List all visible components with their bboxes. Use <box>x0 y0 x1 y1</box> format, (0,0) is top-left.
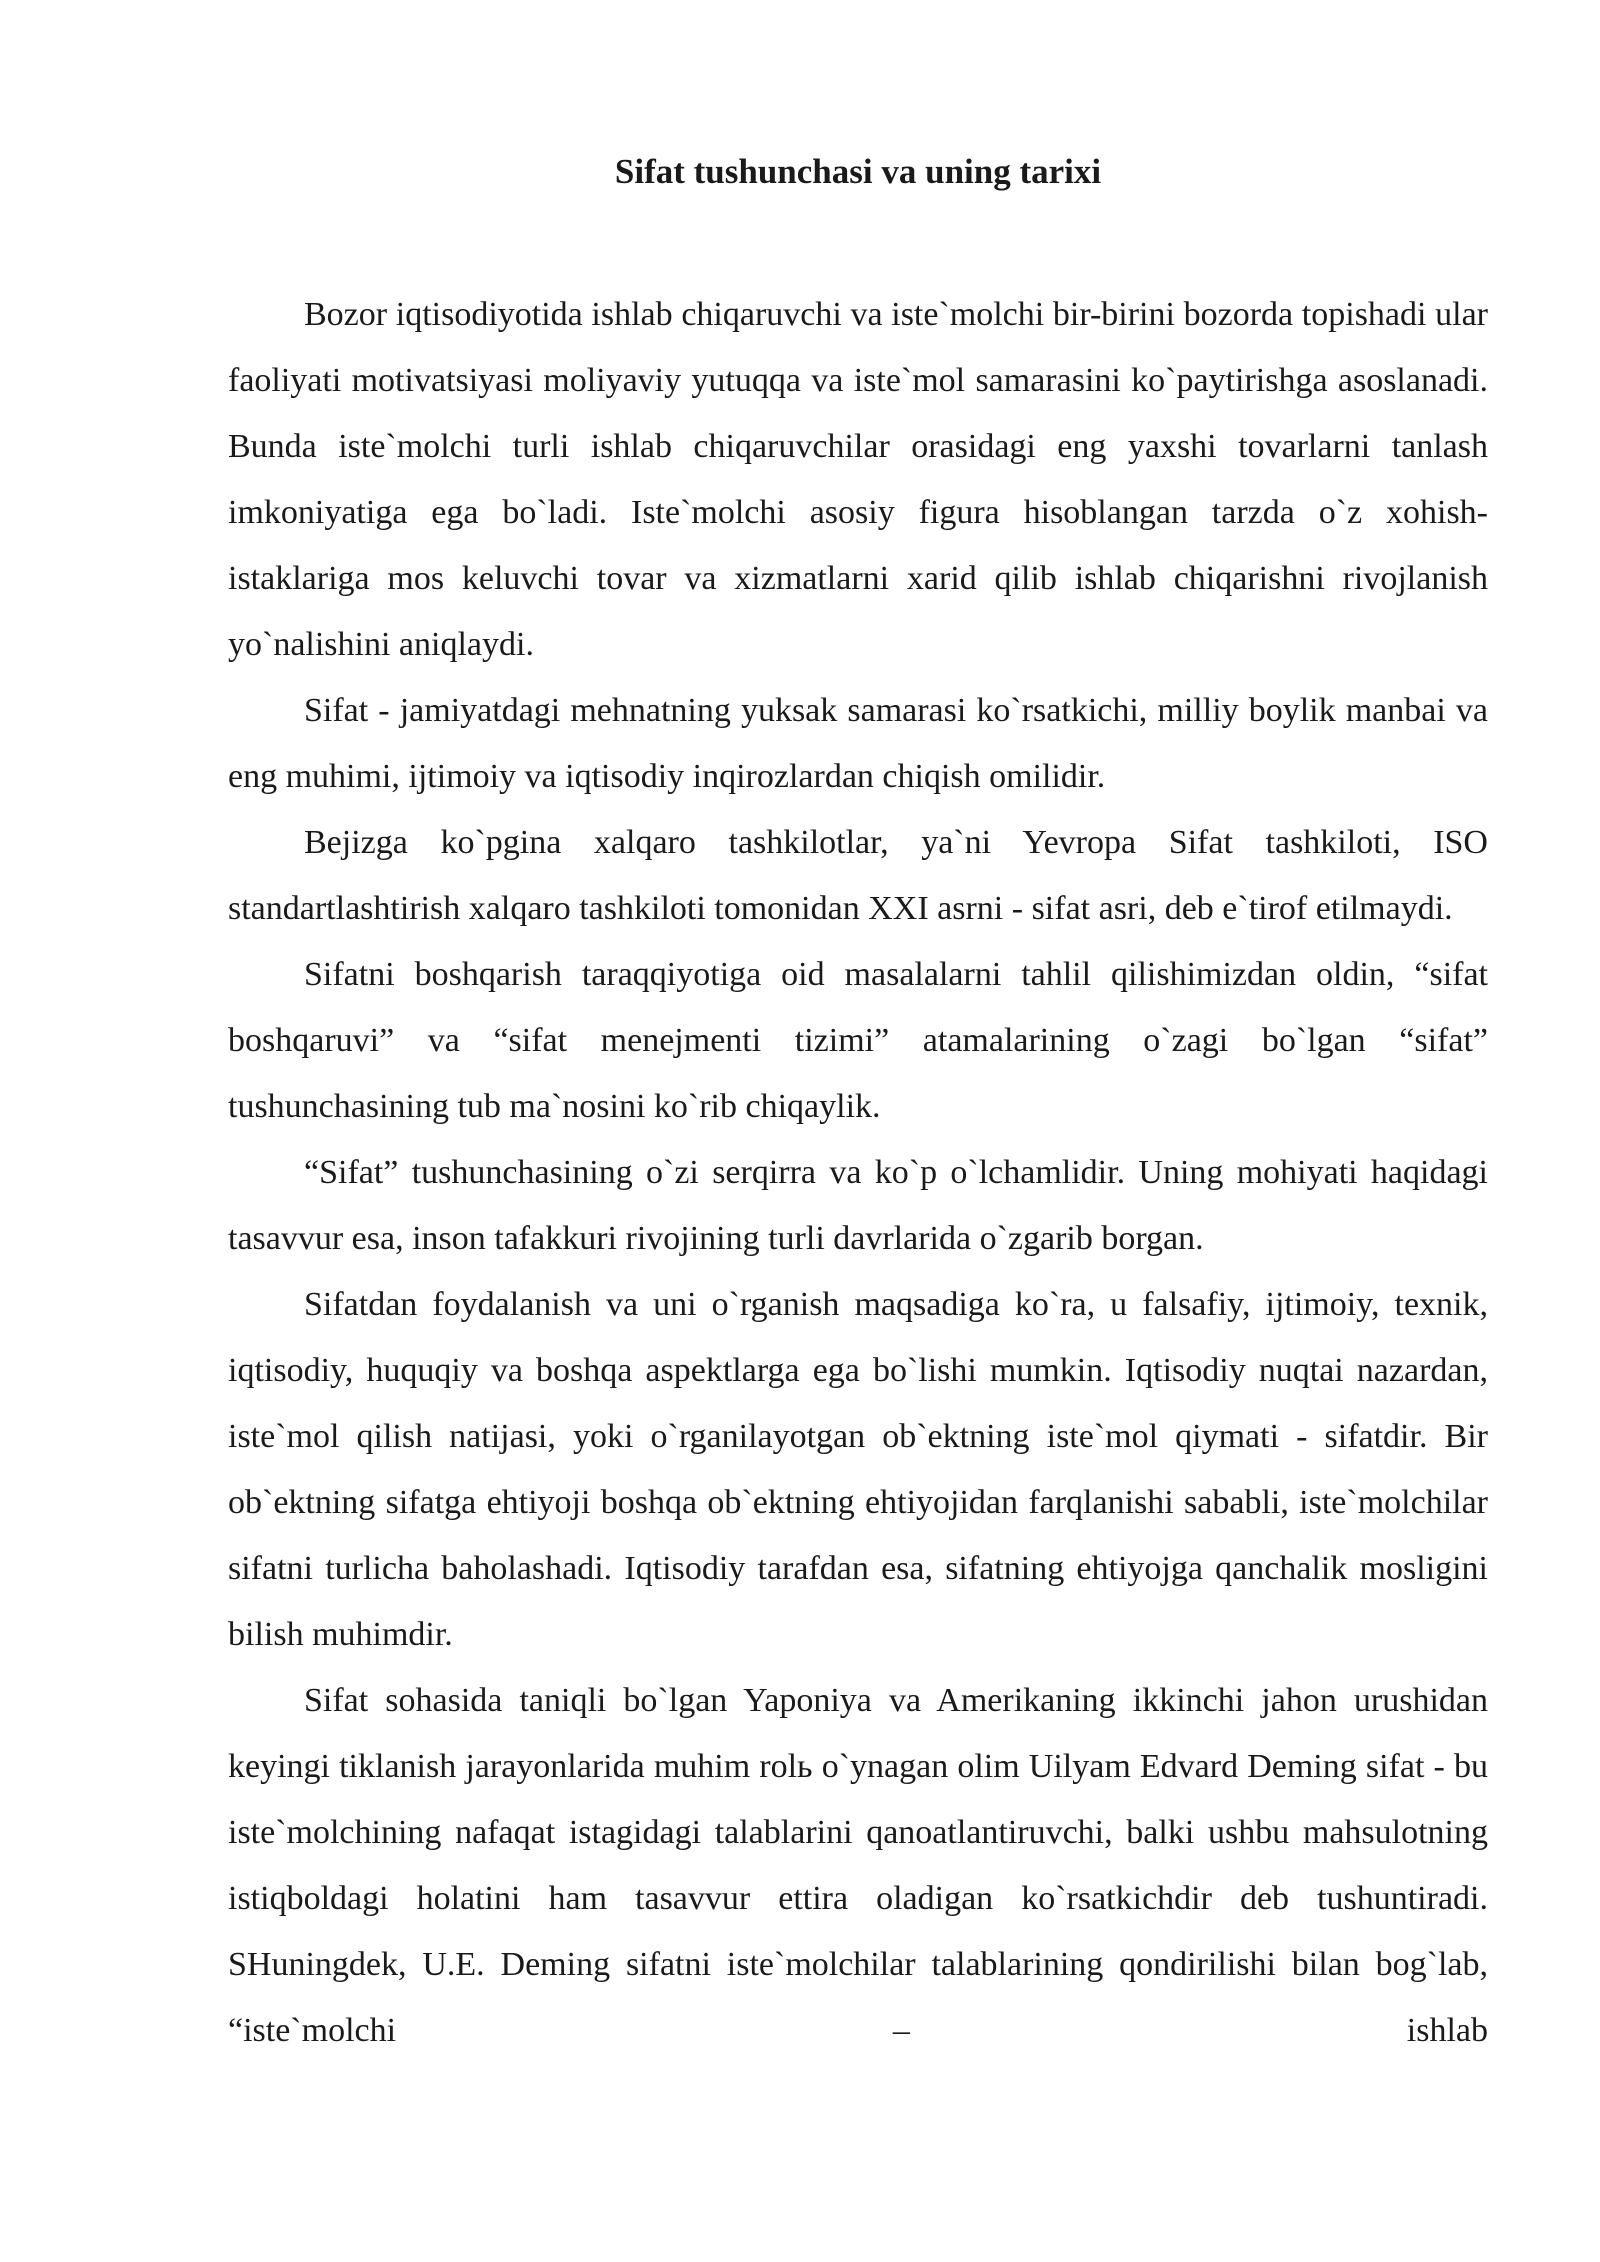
paragraph-quality-definition: Sifat - jamiyatdagi mehnatning yuksak samarasi ko`rsatkichi, milliy boylik manbai va eng muhimi, ijtimoiy va iqtisodiy inqirozlardan chiqish omilidir. <box>228 692 1488 795</box>
page-title: Sifat tushunchasi va uning tarixi <box>614 152 1102 191</box>
document-body <box>228 282 1488 2064</box>
paragraph-international-organizations: Bejizga ko`pgina xalqaro tashkilotlar, ya`ni Yevropa Sifat tashkiloti, ISO standartlashtirish xalqaro tashkiloti tomonidan XXI asrni - sifat asri, deb e`tirof etilmaydi. <box>228 824 1488 927</box>
paragraph-quality-concept: “Sifat” tushunchasining o`zi serqirra va ko`p o`lchamlidir. Uning mohiyati haqidagi tasavvur esa, inson tafakkuri rivojining turli davrlarida o`zgarib borgan. <box>228 1154 1488 1257</box>
paragraph-quality-aspects: Sifatdan foydalanish va uni o`rganish maqsadiga ko`ra, u falsafiy, ijtimoiy, texnik, iqtisodiy, huquqiy va boshqa aspektlarga ega bo`lishi mumkin. Iqtisodiy nuqtai nazardan, iste`mol qilish natijasi, yoki o`rganilayotgan ob`ektning iste`mol qiymati - sifatdir. Bir ob`ektning sifatga ehtiyoji boshqa ob`ektning ehtiyojidan farqlanishi sababli, iste`molchilar sifatni turlicha baholashadi. Iqtisodiy tarafdan esa, sifatning ehtiyojga qanchalik mosligini bilish muhimdir. <box>228 1286 1488 1653</box>
paragraph-market-economy: Bozor iqtisodiyotida ishlab chiqaruvchi va iste`molchi bir-birini bozorda topishadi ular faoliyati motivatsiyasi moliyaviy yutuqqa va iste`mol samarasini ko`paytirishga asoslanadi. Bunda iste`molchi turli ishlab chiqaruvchilar orasidagi eng yaxshi tovarlarni tanlash imkoniyatiga ega bo`ladi. Iste`molchi asosiy figura hisoblangan tarzda o`z xohish-istaklariga mos keluvchi tovar va xizmatlarni xarid qilib ishlab chiqarishni rivojlanish yo`nalishini aniqlaydi. <box>228 296 1488 663</box>
paragraph-quality-management-terms: Sifatni boshqarish taraqqiyotiga oid masalalarni tahlil qilishimizdan oldin, “sifat boshqaruvi” va “sifat menejmenti tizimi” atamalarining o`zagi bo`lgan “sifat” tushunchasining tub ma`nosini ko`rib chiqaylik. <box>228 956 1488 1125</box>
paragraph-deming: Sifat sohasida taniqli bo`lgan Yaponiya va Amerikaning ikkinchi jahon urushidan keyingi tiklanish jarayonlarida muhim rolь o`ynagan olim Uilyam Edvard Deming sifat - bu iste`molchining nafaqat istagidagi talablarini qanoatlantiruvchi, balki ushbu mahsulotning istiqboldagi holatini ham tasavvur ettira oladigan ko`rsatkichdir deb tushuntiradi. SHuningdek, U.E. Deming sifatni iste`molchilar talablarining qondirilishi bilan bog`lab, “iste`molchi – ishlab <box>228 1682 1488 2049</box>
